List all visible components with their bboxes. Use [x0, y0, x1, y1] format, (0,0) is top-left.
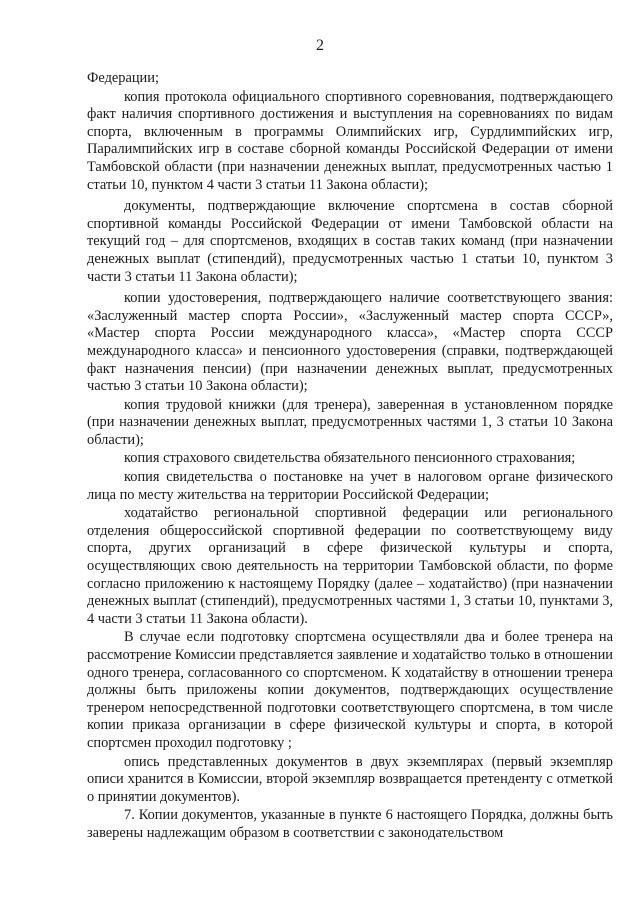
paragraph-document-inventory: опись представленных документов в двух экземплярах (первый экземпляр описи хранится в Комиссии, второй экземпляр возвращается претенденту с отметкой о принятии документов).	[87, 753, 613, 805]
paragraph-item-7: 7. Копии документов, указанные в пункте 6 настоящего Порядка, должны быть заверены надлежащим образом в соответствии с законодательством	[87, 807, 613, 841]
paragraph-tax-registration: копия свидетельства о постановке на учет в налоговом органе физического лица по месту жительства на территории Российской Федерации;	[87, 469, 613, 503]
paragraph-competition-protocol: копия протокола официального спортивного соревнования, подтверждающего факт наличия спортивного достижения и выступления на соревнованиях по видам спорта, включенным в программы Олимпийских игр, Сурдлимпийских игр, Паралимпийских игр в составе сборной команды Российской Федерации от имени Тамбовской области (при назначении денежных выплат, предусмотренных частью 1 статьи 10, пунктом 4 части 3 статьи 11 Закона области);	[87, 88, 613, 193]
page-number: 2	[316, 37, 324, 54]
paragraph-multiple-coaches: В случае если подготовку спортсмена осуществляли два и более тренера на рассмотрение Комиссии представляется заявление и ходатайство только в отношении одного тренера, согласованного со спортсменом. К ходатайству в отношении тренера должны быть приложены копии документов, подтверждающих осуществление тренером непосредственной подготовки соответствующего спортсмена, в том числе копии приказа организации в сфере физической культуры и спорта, в которой спортсмен проходил подготовку ;	[87, 629, 613, 751]
paragraph-title-certificates: копии удостоверения, подтверждающего наличие соответствующего звания: «Заслуженный мастер спорта России», «Заслуженный мастер спорта СССР», «Мастер спорта России международного класса», «Мастер спорта СССР международного класса» и пенсионного удостоверения (справки, подтверждающей факт назначения пенсии) (при назначении денежных выплат, предусмотренных частью 3 статьи 10 Закона области);	[87, 290, 613, 395]
paragraph-federation-end: Федерации;	[87, 70, 159, 86]
paragraph-pension-insurance: копия страхового свидетельства обязательного пенсионного страхования;	[124, 450, 576, 467]
paragraph-team-inclusion-documents: документы, подтверждающие включение спортсмена в состав сборной спортивной команды Российской Федерации от имени Тамбовской области на текущий год – для спортсменов, входящих в состав таких команд (при назначении денежных выплат (стипендий), предусмотренных частью 1 статьи 10, пунктом 3 части 3 статьи 11 Закона области);	[87, 198, 613, 285]
paragraph-petition: ходатайство региональной спортивной федерации или регионального отделения общероссийской спортивной федерации по соответствующему виду спорта, других организаций в сфере физической культуры и спорта, осуществляющих свою деятельность на территории Тамбовской области, по форме согласно приложению к настоящему Порядку (далее – ходатайство) (при назначении денежных выплат (стипендий), предусмотренных частями 1, 3 статьи 10, пунктами 3, 4 части 3 статьи 11 Закона области).	[87, 505, 613, 627]
document-body	[87, 70, 613, 844]
paragraph-employment-record: копия трудовой книжки (для тренера), заверенная в установленном порядке (при назначении денежных выплат, предусмотренных частями 1, 3 статьи 10 Закона области);	[87, 396, 613, 448]
